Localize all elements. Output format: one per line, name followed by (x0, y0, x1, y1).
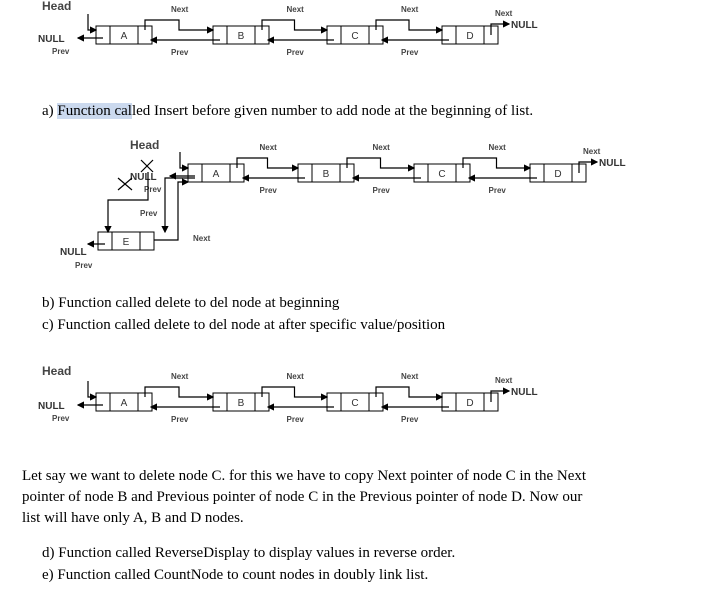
prev-cell (96, 26, 110, 44)
head-pointer (88, 14, 96, 30)
prev-label: Prev (52, 47, 70, 56)
prev-cell (98, 232, 112, 250)
step-a (42, 100, 533, 122)
prev-pointer (165, 178, 195, 232)
prev-label: Prev (401, 48, 419, 57)
prev-cell (213, 26, 227, 44)
prev-label: Prev (286, 415, 304, 424)
prev-cell (327, 393, 341, 411)
head-pointer (88, 381, 96, 397)
prev-label: Prev (488, 186, 506, 195)
prev-label: Prev (372, 186, 390, 195)
diagram-initial-list (38, 0, 538, 57)
paragraph-line-1: Let say we want to delete node C. for this we have to copy Next pointer of node C in the Next (22, 468, 587, 484)
prev-cell (414, 164, 428, 182)
list-node-b (298, 164, 354, 182)
paragraph-line-2: pointer of node B and Previous pointer of node C in the Previous pointer of node D. Now our (22, 489, 583, 505)
list-node-b (213, 26, 269, 44)
prev-label: Prev (171, 48, 189, 57)
null-left: NULL (60, 247, 87, 258)
next-label: Next (495, 9, 513, 18)
next-pointer (145, 387, 213, 397)
next-pointer (237, 158, 298, 168)
head-label: Head (42, 364, 72, 378)
prev-label: Prev (140, 209, 158, 218)
step-b: b) Function called delete to del node at beginning (42, 295, 340, 311)
list-node-d (530, 164, 586, 182)
node-value-a: A (120, 398, 128, 409)
next-label: Next (372, 143, 390, 152)
prev-cell (530, 164, 544, 182)
next-pointer (262, 20, 327, 30)
node-value-c: C (438, 169, 446, 180)
node-value-c: C (351, 31, 359, 42)
node-value-a: A (212, 169, 220, 180)
prev-label: Prev (171, 415, 189, 424)
node-value-b: B (322, 169, 330, 180)
null-right: NULL (511, 20, 538, 31)
head-label: Head (130, 138, 160, 152)
list-node-c (414, 164, 470, 182)
node-value-d: D (554, 169, 562, 180)
prev-label: Prev (259, 186, 277, 195)
node-value-b: B (237, 31, 245, 42)
null-right: NULL (511, 387, 538, 398)
node-value-b: B (237, 398, 245, 409)
list-node-a (96, 393, 152, 411)
list-node-d (442, 26, 498, 44)
step-e: e) Function called CountNode to count nodes in doubly link list. (42, 567, 429, 583)
head-pointer (180, 152, 188, 168)
node-value-a: A (120, 31, 128, 42)
next-pointer (145, 20, 213, 30)
next-label: Next (286, 5, 304, 14)
list-node-c (327, 393, 383, 411)
next-label: Next (193, 234, 211, 243)
step-a-highlight: Function cal (57, 103, 132, 119)
diagram-insert-beginning (60, 138, 626, 270)
next-label: Next (401, 372, 419, 381)
node-value-d: D (466, 398, 474, 409)
node-value-e: E (122, 237, 130, 248)
step-c: c) Function called delete to del node at after specific value/position (42, 317, 446, 333)
null-left: NULL (38, 34, 65, 45)
null-right: NULL (599, 158, 626, 169)
list-node-d (442, 393, 498, 411)
next-label: Next (583, 147, 601, 156)
next-cell (140, 232, 154, 250)
prev-cell (327, 26, 341, 44)
prev-label: Prev (52, 414, 70, 423)
list-node-c (327, 26, 383, 44)
prev-label: Prev (401, 415, 419, 424)
prev-label: Prev (75, 261, 93, 270)
head-label: Head (42, 0, 72, 13)
prev-label: Prev (286, 48, 304, 57)
next-pointer (376, 20, 442, 30)
prev-cell (442, 26, 456, 44)
prev-cell (96, 393, 110, 411)
next-pointer (262, 387, 327, 397)
list-node-e (98, 232, 154, 250)
next-pointer (376, 387, 442, 397)
next-label: Next (286, 372, 304, 381)
list-node-a (188, 164, 244, 182)
null-left: NULL (38, 401, 65, 412)
step-a-prefix: a) (42, 103, 54, 119)
next-label: Next (171, 5, 189, 14)
step-d: d) Function called ReverseDisplay to display values in reverse order. (42, 545, 456, 561)
next-label: Next (401, 5, 419, 14)
next-label: Next (259, 143, 277, 152)
null-left: NULL (130, 172, 157, 183)
next-pointer (463, 158, 530, 168)
prev-cell (298, 164, 312, 182)
prev-cell (188, 164, 202, 182)
prev-cell (213, 393, 227, 411)
step-a-rest: led Insert before given number to add node at the beginning of list. (131, 103, 534, 119)
list-node-a (96, 26, 152, 44)
next-pointer (347, 158, 414, 168)
next-label: Next (495, 376, 513, 385)
node-value-c: C (351, 398, 359, 409)
next-label: Next (171, 372, 189, 381)
next-label: Next (488, 143, 506, 152)
prev-label: Prev (144, 185, 162, 194)
prev-cell (442, 393, 456, 411)
paragraph-line-3: list will have only A, B and D nodes. (22, 510, 244, 526)
list-node-b (213, 393, 269, 411)
diagram-delete-node (38, 364, 538, 424)
node-value-d: D (466, 31, 474, 42)
